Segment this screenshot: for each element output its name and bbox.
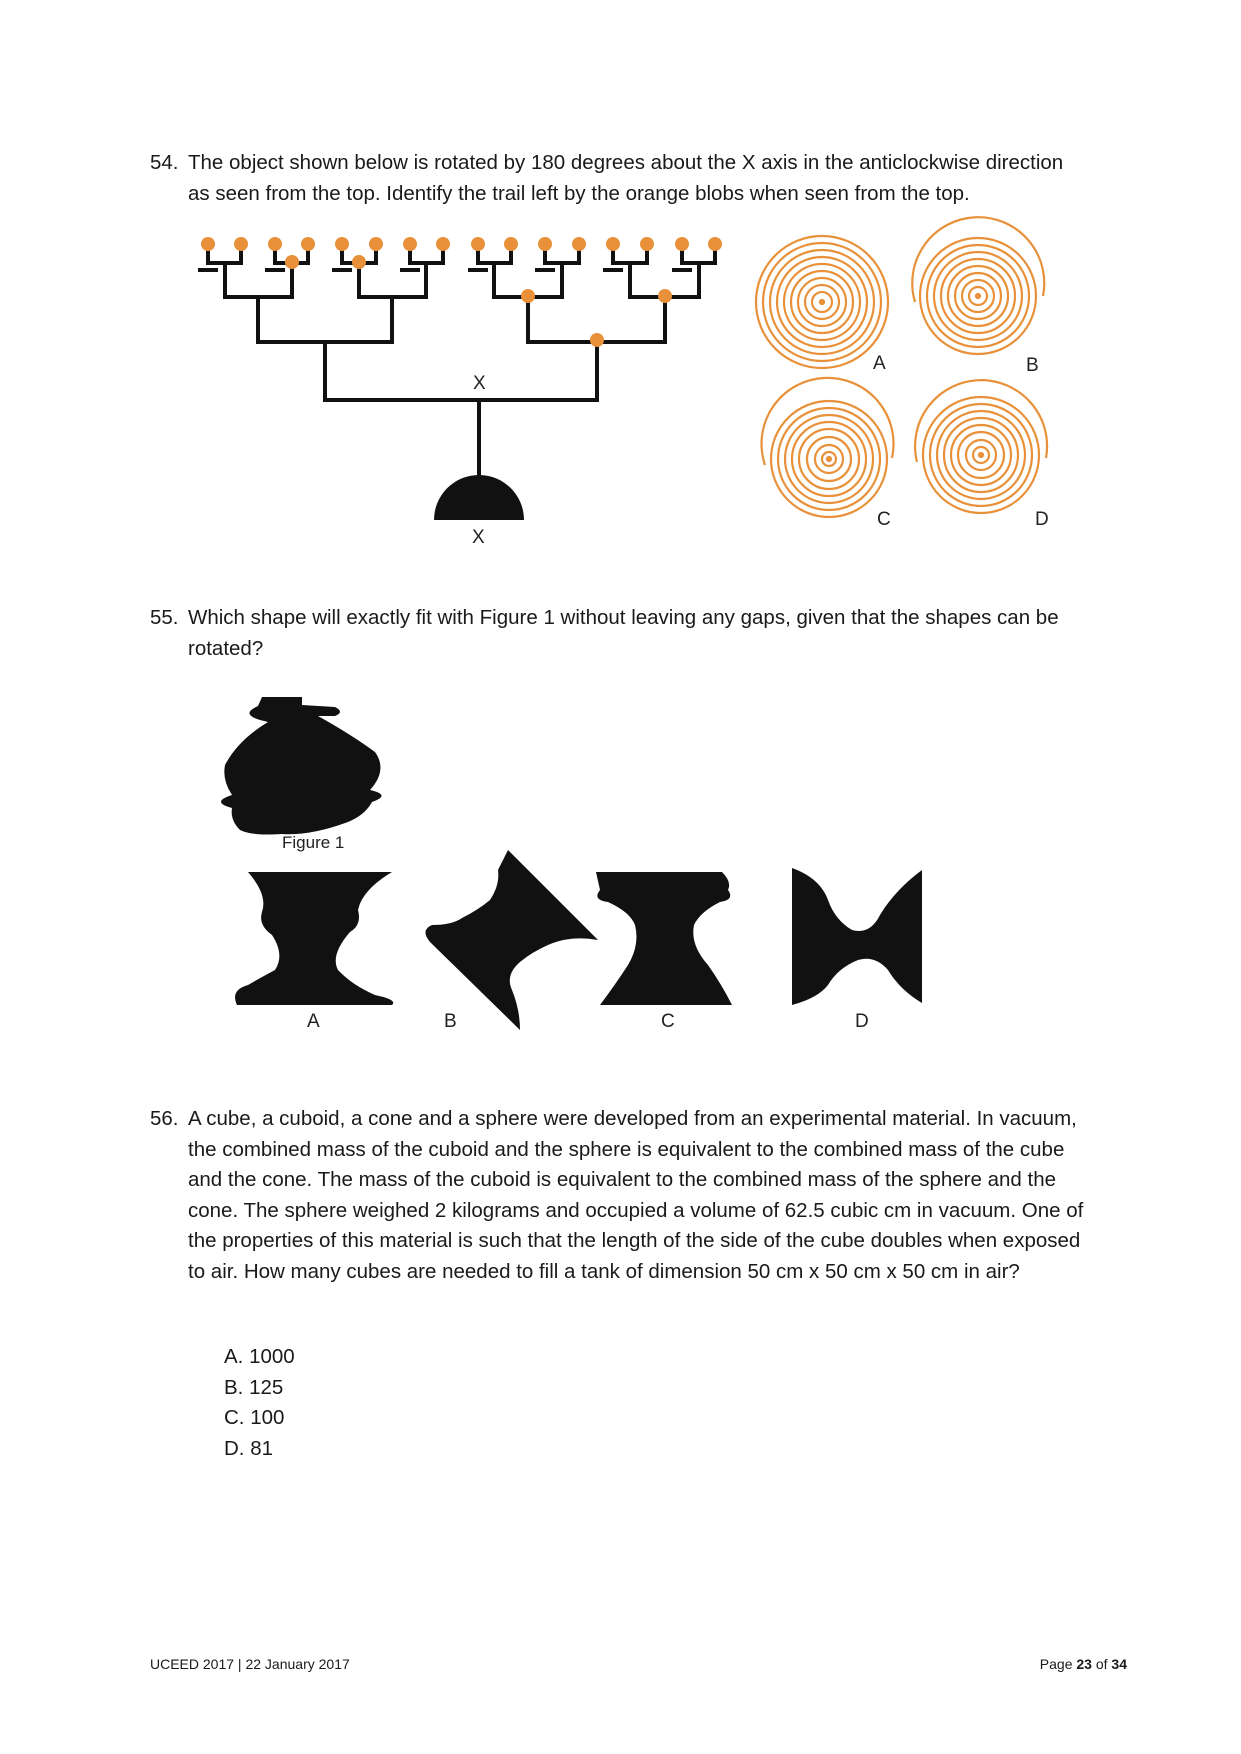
option-d: D. 81 xyxy=(224,1436,273,1460)
axis-label-top: X xyxy=(473,373,486,394)
shape-label-c: C xyxy=(661,1011,675,1032)
spiral-label-a: A xyxy=(873,353,886,374)
question-text: The object shown below is rotated by 180 degrees about the X axis in the anticlockwise direction as seen from the top. Identify the trail left by the orange blobs when seen from the top. xyxy=(188,151,1064,205)
option-a: A. 1000 xyxy=(224,1345,295,1368)
spiral-label-c: C xyxy=(877,509,891,530)
total-pages: 34 xyxy=(1111,1656,1127,1672)
shape-option-d xyxy=(792,868,922,1005)
shape-option-a xyxy=(235,872,393,1005)
figure-1-label: Figure 1 xyxy=(282,833,345,852)
axis-label-bottom: X xyxy=(472,527,485,548)
question-number: 55. xyxy=(150,606,179,629)
shape-label-a: A xyxy=(307,1011,320,1032)
footer-exam-info: UCEED 2017 | 22 January 2017 xyxy=(150,1656,350,1672)
question-text: A cube, a cuboid, a cone and a sphere were developed from an experimental material. In vacuum, the combined mass of the cuboid and the sphere is equivalent to the combined mass of the cube and the cone. The mass of the cuboid is equivalent to the combined mass of the sphere and the cone. The sphere weighed 2 kilograms and occupied a volume of 62.5 cubic cm in vacuum. One of the properties of this material is such that the length of the side of the cube doubles when exposed to air. How many cubes are needed to fill a tank of dimension 50 cm x 50 cm x 50 cm in air? xyxy=(188,1107,1084,1283)
spiral-label-d: D xyxy=(1035,509,1049,530)
shape-option-c xyxy=(596,872,732,1005)
current-page: 23 xyxy=(1076,1656,1092,1672)
question-56 xyxy=(150,1104,1090,1287)
option-c: C. 100 xyxy=(224,1406,285,1429)
spiral-label-b: B xyxy=(1026,355,1039,376)
figure-1-shape xyxy=(221,697,382,835)
q56-options xyxy=(224,1342,295,1464)
question-number: 54. xyxy=(150,151,179,174)
question-number: 56. xyxy=(150,1107,179,1130)
shape-option-b xyxy=(425,850,598,1030)
question-text: Which shape will exactly fit with Figure 1 without leaving any gaps, given that the shapes can be rotated? xyxy=(188,606,1059,660)
footer-page-number: Page 23 of 34 xyxy=(1039,1656,1127,1672)
shape-label-d: D xyxy=(855,1011,869,1032)
shape-label-b: B xyxy=(444,1011,457,1032)
option-b: B. 125 xyxy=(224,1375,284,1399)
